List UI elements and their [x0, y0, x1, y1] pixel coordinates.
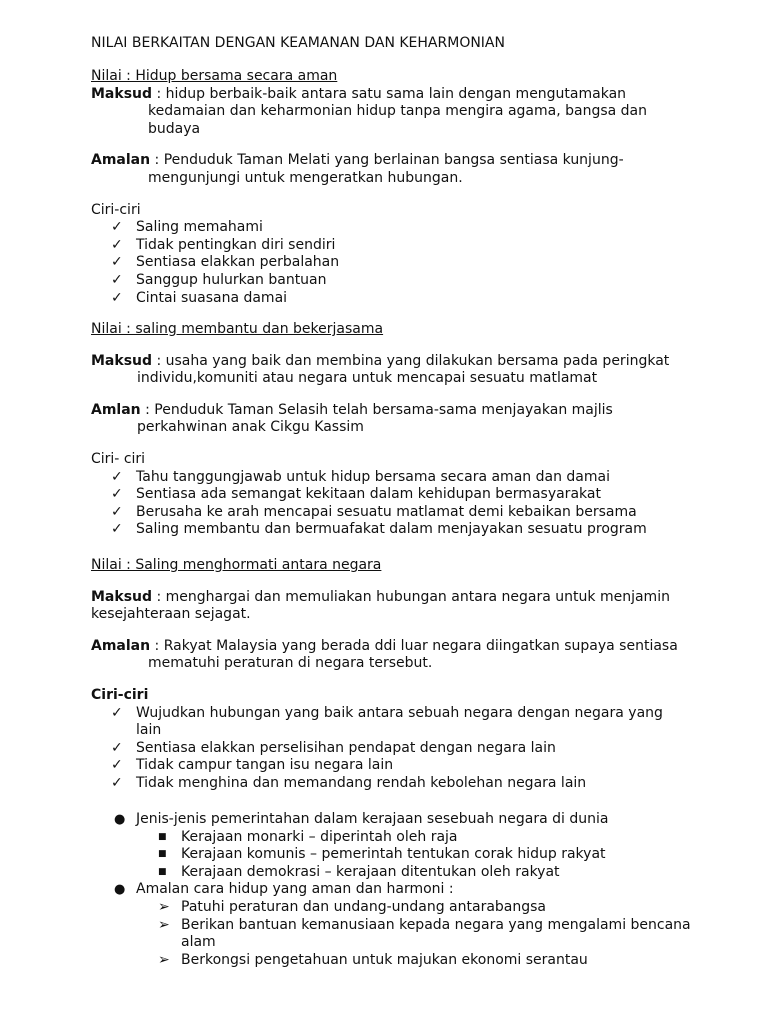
check-mark-icon: ✓ [111, 271, 123, 288]
square-bullet-icon: ■ [158, 831, 167, 842]
amalan-text: : Penduduk Taman Selasih telah bersama-sama menjayakan majlis perkahwinan anak Cikgu Kassim [137, 401, 613, 436]
maksud-paragraph [91, 353, 691, 388]
bullet-icon: ● [114, 812, 126, 827]
list-item: ✓ Cintai suasana damai [111, 289, 288, 306]
nilai-heading: Nilai : saling membantu dan bekerjasama [91, 321, 384, 337]
maksud-paragraph [91, 86, 691, 139]
list-item: ✓ Sentiasa elakkan perselisihan pendapat dengan negara lain [111, 739, 556, 756]
check-mark-icon: ✓ [111, 774, 123, 791]
amalan-label: Amlan [91, 401, 141, 418]
check-mark-icon: ✓ [111, 289, 123, 306]
list-item: ✓ Saling membantu dan bermuafakat dalam menjayakan sesuatu program [111, 521, 647, 538]
amalan-text: : Rakyat Malaysia yang berada ddi luar negara diingatkan supaya sentiasa mematuhi peraturan di negara tersebut. [148, 637, 678, 672]
check-mark-icon: ✓ [111, 486, 123, 503]
nilai-heading: Nilai : Hidup bersama secara aman [91, 68, 338, 84]
section-pemerintahan [91, 811, 691, 969]
ciri-label: Ciri- ciri [91, 450, 146, 467]
list-item: ➢ Patuhi peraturan dan undang-undang antarabangsa [158, 898, 547, 915]
section-saling-menghormati [91, 557, 691, 793]
maksud-label: Maksud [91, 588, 153, 605]
nilai-heading: Nilai : Saling menghormati antara negara [91, 557, 382, 573]
ciri-label: Ciri-ciri [91, 686, 149, 703]
bullet-list [91, 811, 691, 969]
square-bullet-icon: ■ [158, 849, 167, 860]
list-item: ✓ Sentiasa ada semangat kekitaan dalam kehidupan bermasyarakat [111, 486, 601, 503]
document-title: NILAI BERKAITAN DENGAN KEAMANAN DAN KEHARMONIAN [91, 35, 505, 51]
amalan-label: Amalan [91, 637, 151, 654]
maksud-text: : hidup berbaik-baik antara satu sama lain dengan mengutamakan kedamaian dan keharmonian hidup tanpa mengira agama, bangsa dan budaya [148, 85, 647, 137]
check-mark-icon: ✓ [111, 236, 123, 253]
amalan-text: : Penduduk Taman Melati yang berlainan bangsa sentiasa kunjung-mengunjungi untuk mengeratkan hubungan. [148, 152, 624, 186]
list-item: ● Jenis-jenis pemerintahan dalam kerajaan sesebuah negara di dunia [114, 811, 609, 827]
amalan-paragraph [91, 152, 691, 187]
list-item: ✓ Saling memahami [111, 219, 263, 236]
list-item: ➢ Berkongsi pengetahuan untuk majukan ekonomi serantau [158, 951, 588, 968]
arrow-bullet-icon: ➢ [158, 951, 170, 968]
check-mark-icon: ✓ [111, 521, 123, 538]
list-item: ✓ Tidak menghina dan memandang rendah kebolehan negara lain [111, 774, 587, 791]
check-mark-icon: ✓ [111, 503, 123, 520]
amalan-paragraph [91, 402, 691, 437]
list-item: ● Amalan cara hidup yang aman dan harmoni : [114, 881, 454, 898]
amalan-paragraph [91, 638, 691, 673]
list-item: ✓ Tidak campur tangan isu negara lain [111, 757, 394, 774]
list-item: ✓ Tahu tanggungjawab untuk hidup bersama secara aman dan damai [111, 468, 610, 485]
ciri-list [91, 469, 691, 539]
list-item: ■ Kerajaan komunis – pemerintah tentukan corak hidup rakyat [158, 846, 606, 863]
maksud-text: : menghargai dan memuliakan hubungan antara negara untuk menjamin kesejahteraan sejagat. [91, 588, 670, 623]
section-saling-membantu [91, 321, 691, 539]
check-mark-icon: ✓ [111, 739, 123, 756]
check-mark-icon: ✓ [111, 704, 123, 721]
square-bullet-icon: ■ [158, 866, 167, 877]
amalan-label: Amalan [91, 152, 151, 169]
check-mark-icon: ✓ [111, 219, 123, 236]
list-item: ✓ Wujudkan hubungan yang baik antara sebuah negara dengan negara yang lain [111, 704, 663, 739]
arrow-bullet-icon: ➢ [158, 916, 170, 933]
ciri-list [91, 705, 691, 793]
list-item: ■ Kerajaan monarki – diperintah oleh raja [158, 828, 458, 845]
bullet-icon: ● [114, 882, 126, 898]
list-item: ✓ Sanggup hulurkan bantuan [111, 271, 327, 288]
maksud-text: : usaha yang baik dan membina yang dilakukan bersama pada peringkat individu,komuniti atau negara untuk mencapai sesuatu matlamat [137, 352, 670, 387]
maksud-paragraph [91, 589, 691, 624]
check-mark-icon: ✓ [111, 468, 123, 485]
list-item: ✓ Tidak pentingkan diri sendiri [111, 236, 336, 253]
list-item: ✓ Berusaha ke arah mencapai sesuatu matlamat demi kebaikan bersama [111, 503, 637, 520]
arrow-bullet-icon: ➢ [158, 898, 170, 915]
ciri-label: Ciri-ciri [91, 201, 141, 218]
list-item: ■ Kerajaan demokrasi – kerajaan ditentukan oleh rakyat [158, 863, 560, 880]
list-item: ✓ Sentiasa elakkan perbalahan [111, 254, 340, 271]
check-mark-icon: ✓ [111, 757, 123, 774]
check-mark-icon: ✓ [111, 254, 123, 271]
maksud-label: Maksud [91, 352, 153, 369]
list-item: ➢ Berikan bantuan kemanusiaan kepada negara yang mengalami bencana alam [158, 916, 691, 951]
section-hidup-bersama [91, 68, 691, 307]
maksud-label: Maksud [91, 85, 153, 102]
ciri-list [91, 219, 691, 307]
